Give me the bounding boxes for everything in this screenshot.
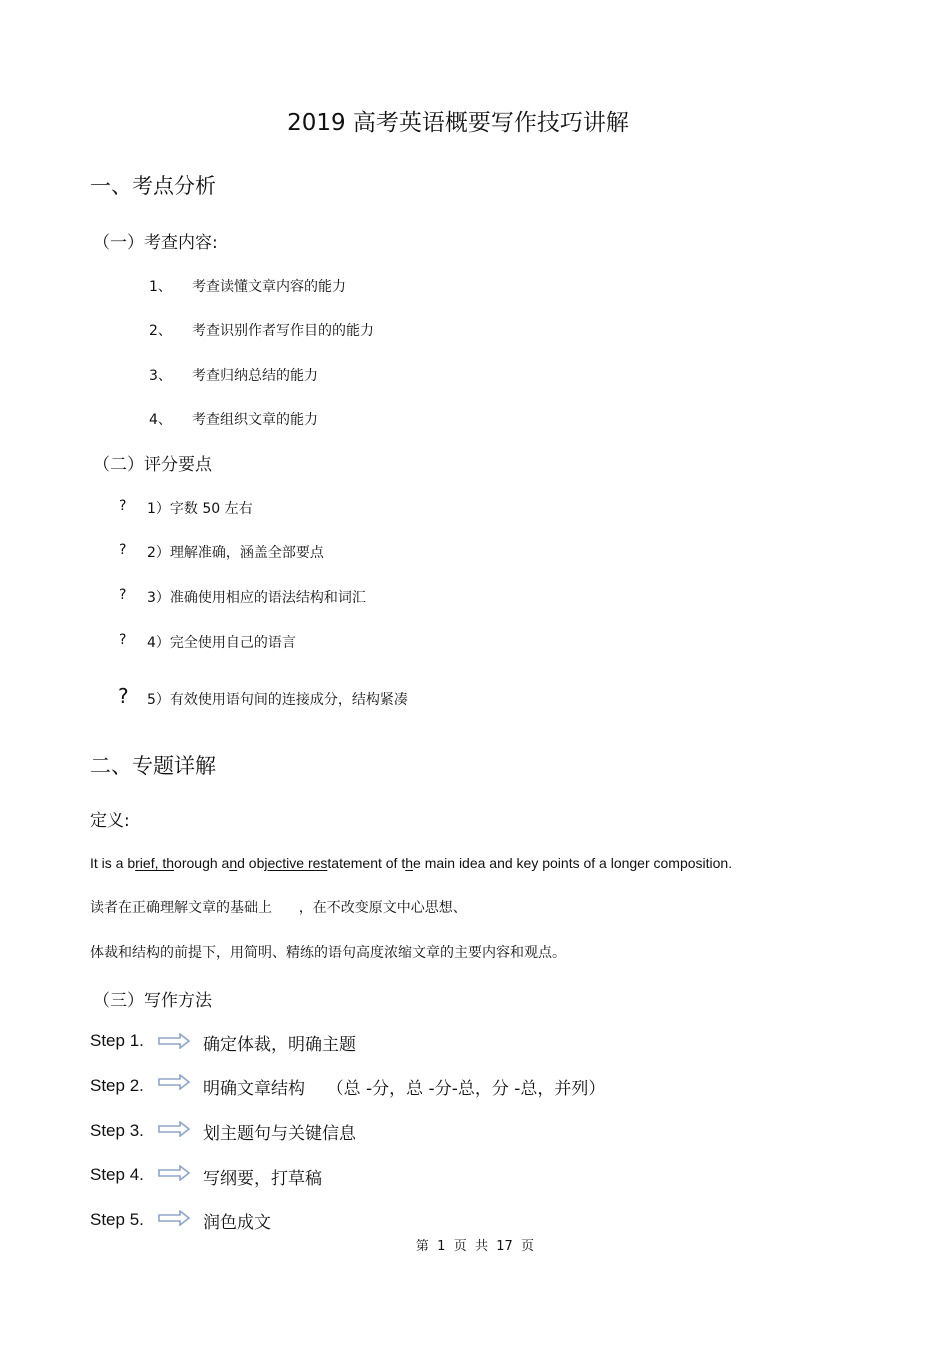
- point-3-mark: ?: [119, 587, 127, 603]
- point-1-mark: ?: [119, 498, 127, 514]
- point-4-text: 4）完全使用自己的语言: [147, 635, 296, 651]
- sub2-heading: （二）评分要点: [93, 455, 212, 475]
- def-en-underline-1: rief, th: [135, 855, 175, 871]
- sub3-heading: （三）写作方法: [93, 991, 212, 1011]
- def-en-underline-2: n: [229, 855, 238, 871]
- section1-heading: 一、考点分析: [90, 174, 216, 198]
- sub1-heading: （一）考查内容:: [93, 233, 218, 253]
- definition-chinese-line-1: 读者在正确理解文章的基础上 ，在不改变原文中心思想、: [90, 900, 467, 916]
- item-1-text: 考查读懂文章内容的能力: [192, 279, 346, 295]
- def-en-part-1: It is a b: [90, 855, 136, 871]
- point-1-text: 1）字数 50 左右: [147, 501, 253, 517]
- step-4-text: 写纲要，打草稿: [203, 1169, 322, 1189]
- step-2-text: 明确文章结构 （总 -分，总 -分-总，分 -总，并列）: [203, 1079, 606, 1099]
- point-2-text: 2）理解准确，涵盖全部要点: [147, 545, 324, 561]
- page-footer: 第 1 页 共 17 页: [415, 1239, 535, 1254]
- right-arrow-icon: [158, 1210, 190, 1226]
- point-2-mark: ?: [119, 542, 127, 558]
- item-4-text: 考查组织文章的能力: [192, 412, 318, 428]
- step-3-label: Step 3.: [90, 1121, 144, 1140]
- item-3-num: 3、: [149, 368, 172, 384]
- definition-chinese-line-2: 体裁和结构的前提下，用简明、精练的语句高度浓缩文章的主要内容和观点。: [90, 945, 566, 961]
- step-1-label: Step 1.: [90, 1031, 144, 1050]
- definition-label: 定义:: [90, 811, 130, 831]
- page-title: 2019 高考英语概要写作技巧讲解: [287, 110, 629, 136]
- point-4-mark: ?: [119, 632, 127, 648]
- step-4-label: Step 4.: [90, 1165, 144, 1184]
- right-arrow-icon: [158, 1121, 190, 1137]
- step-1-text: 确定体裁，明确主题: [203, 1035, 356, 1055]
- right-arrow-icon: [158, 1074, 190, 1090]
- def-en-underline-4: h: [405, 855, 414, 871]
- step-5-label: Step 5.: [90, 1210, 144, 1229]
- def-en-part-3: d obj: [237, 855, 268, 871]
- def-en-part-2: orough a: [174, 855, 230, 871]
- definition-english: [90, 855, 732, 871]
- step-2-label: Step 2.: [90, 1076, 144, 1095]
- item-1-num: 1、: [149, 279, 172, 295]
- item-2-text: 考查识别作者写作目的的能力: [192, 323, 374, 339]
- point-5-text: 5）有效使用语句间的连接成分，结构紧凑: [147, 692, 408, 708]
- step-5-text: 润色成文: [203, 1213, 271, 1233]
- item-4-num: 4、: [149, 412, 172, 428]
- right-arrow-icon: [158, 1165, 190, 1181]
- point-3-text: 3）准确使用相应的语法结构和词汇: [147, 590, 366, 606]
- item-3-text: 考查归纳总结的能力: [192, 368, 318, 384]
- def-en-underline-3: ective res: [267, 855, 328, 871]
- point-5-mark: ?: [118, 684, 129, 708]
- step-3-text: 划主题句与关键信息: [203, 1124, 356, 1144]
- item-2-num: 2、: [149, 323, 172, 339]
- section2-heading: 二、专题详解: [90, 754, 216, 778]
- right-arrow-icon: [158, 1033, 190, 1049]
- def-en-part-5: e main idea and key points of a longer composition.: [413, 855, 733, 871]
- def-en-part-4: tatement of t: [327, 855, 406, 871]
